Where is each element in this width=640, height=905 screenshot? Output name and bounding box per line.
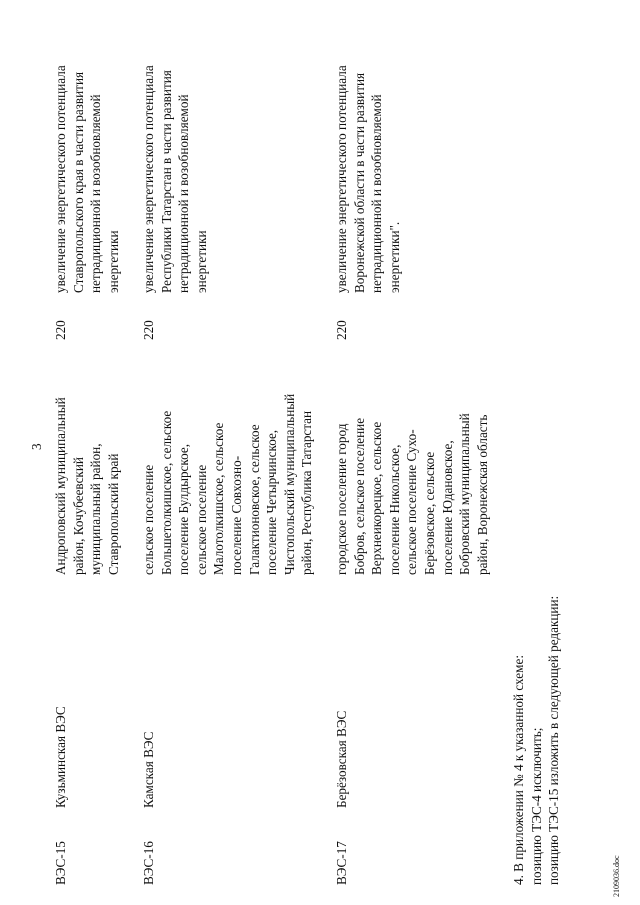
row-code: ВЭС-15	[53, 841, 68, 885]
text-line: Большетолкишское, сельское	[158, 410, 174, 575]
row-purpose	[333, 65, 403, 293]
footer-filename: 2109036.doc	[612, 855, 621, 897]
row-capacity: 220	[141, 320, 156, 340]
row-name: Камская ВЭС	[141, 731, 156, 808]
row-capacity: 220	[334, 320, 349, 340]
row-capacity: 220	[53, 320, 68, 340]
row-purpose	[52, 65, 122, 293]
text-line: Андроповский муниципальный	[53, 397, 68, 575]
text-line: поселение Четырчинское,	[264, 429, 280, 575]
text-line: район, Воронежская область	[474, 414, 490, 575]
text-line: позицию ТЭС-4 исключить;	[528, 727, 544, 885]
text-line: муниципальный район,	[88, 443, 104, 575]
amendment-text	[510, 596, 563, 885]
text-line: нетрадиционной и возобновляемой	[369, 94, 385, 293]
text-line: Бобров, сельское поселение	[351, 417, 367, 575]
text-line: позицию ТЭС-15 изложить в следующей редакции:	[546, 595, 562, 885]
row-purpose	[140, 65, 210, 293]
row-code: ВЭС-17	[334, 841, 349, 885]
text-line: увеличение энергетического потенциала	[53, 65, 68, 293]
text-line: увеличение энергетического потенциала	[334, 65, 349, 293]
text-line: сельское поселение Сухо-	[404, 429, 420, 575]
text-line: Берёзовское, сельское	[421, 451, 437, 575]
text-line: городское поселение город	[334, 423, 349, 575]
row-name: Кузьминская ВЭС	[53, 706, 68, 808]
text-line: поселение Булдырское,	[176, 443, 192, 575]
text-line: Чистопольский муниципальный	[281, 393, 297, 575]
text-line: сельское поселение	[141, 464, 156, 575]
text-line: поселение Совхозно-	[228, 455, 244, 575]
text-line: Республики Татарстан в части развития	[158, 70, 174, 293]
text-line: энергетики	[193, 230, 209, 293]
page-number: 3	[29, 443, 44, 450]
text-line: поселение Юдановское,	[439, 440, 455, 575]
text-line: Галактионовское, сельское	[246, 424, 262, 575]
text-line: район, Кочубеевский	[70, 457, 86, 575]
text-line: сельское поселение	[193, 464, 209, 575]
text-line: энергетики".	[386, 221, 402, 293]
text-line: Ставропольский край	[105, 453, 121, 575]
text-line: район, Республика Татарстан	[299, 410, 315, 575]
text-line: нетрадиционной и возобновляемой	[88, 94, 104, 293]
text-line: Ставропольского края в части развития	[70, 71, 86, 293]
text-line: поселение Никольское,	[386, 444, 402, 575]
text-line: 4. В приложении № 4 к указанной схеме:	[511, 654, 526, 885]
text-line: Бобровский муниципальный	[457, 413, 473, 575]
row-name: Берёзовская ВЭС	[334, 710, 349, 808]
text-line: Воронежской области в части развития	[351, 72, 367, 293]
text-line: Малотолкишское, сельское	[211, 422, 227, 575]
row-code: ВЭС-16	[141, 841, 156, 885]
text-line: нетрадиционной и возобновляемой	[176, 94, 192, 293]
text-line: энергетики	[105, 230, 121, 293]
row-location	[333, 413, 491, 575]
text-line: увеличение энергетического потенциала	[141, 65, 156, 293]
text-line: Верхнеикорецкое, сельское	[369, 421, 385, 575]
row-location	[52, 397, 122, 575]
row-location	[140, 394, 316, 575]
